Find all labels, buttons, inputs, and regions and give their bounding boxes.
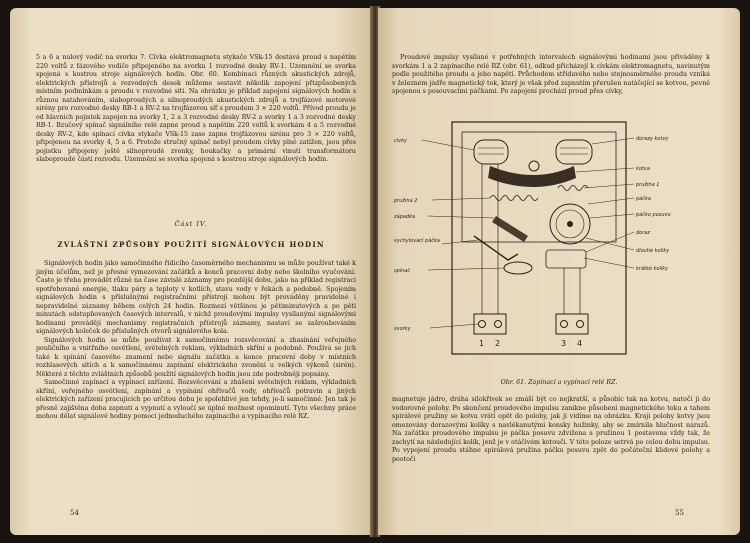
page-number: 55 xyxy=(675,509,684,517)
paragraph: magnetuje jádro, dráha silokřivek se zmáší být co nejkratší, a působíc tak na kotvu, natočí ji do vodorovné polohy. Po skončení proudového impulsu zanikne působení magnetického toku a tahem spirálové pružiny se kotva vrátí opět do polohy, jak ji vidíme na obrázku. Kraji polohy kotvy jsou omezovány dorazovými kolíky s navlékanutými konsky hužinky, aby se zmírnila hlučnost nárazů. Na začátku proudového impulsu je páčka posuvu zdvižena a pružinou 1 postavena vždy tak, že zachytí na následující kolík, jenž je v otáčivém kotouči. V této poloze setrvá po celou dobu impulsu. Po vypojení proudu stáhne spirálová pružina páčku posuvu zpět do počáteční klidové polohy a pootočí xyxy=(392,396,710,463)
coil-right xyxy=(556,140,592,164)
page-number: 54 xyxy=(70,509,79,517)
right-page xyxy=(378,8,740,535)
label-kratke-koliky: krátké kolíky xyxy=(636,266,669,272)
stop-block xyxy=(546,250,586,268)
terminal-1: 1 xyxy=(479,339,485,348)
terminal-3: 3 xyxy=(561,339,567,348)
label-pruzina-2: pružina 2 xyxy=(394,198,418,204)
pivot xyxy=(529,161,539,171)
left-page xyxy=(10,8,372,535)
label-spinac: spínač xyxy=(394,268,411,274)
left-top-paragraph xyxy=(36,54,356,165)
label-zapadka: západka xyxy=(394,214,416,220)
terminal-4: 4 xyxy=(577,339,583,348)
label-dorazy-kotvy: dorazy kotvy xyxy=(636,136,669,142)
label-svorky: svorky xyxy=(394,326,411,332)
label-civky: cívky xyxy=(394,138,407,144)
relay-diagram xyxy=(378,118,740,378)
spring-2 xyxy=(490,196,538,201)
deflection-lever xyxy=(474,236,518,260)
figure-caption: Obr. 61. Zapínací a vypínací relé RZ. xyxy=(500,379,618,386)
part-heading: Část IV. xyxy=(174,220,208,228)
label-kotva: kotva xyxy=(636,166,650,172)
paragraph: 5 a 6 a nulový vodič na svorku 7. Cívka elektromagnetu stykače VSk-15 dostává proud s napětím 220 voltů z fázového vodiče připojeného na svorku 1 rozvodné desky RV-1. Uzemnění se svorka spojená s kostrou stroje signálových hodin. Obr. 60. Kombinaci různých akustických zdrojů, elektrických přístrojů a rozvodných desek můžeme sestavit několik zapojení přizpůsobených místním podmínkám a proudu v rozvodné síti. Na obrázku je příklad zapojení signálových hodin s různou natahováním, slaboproudých a silnoproudých akustických zdrojů a trojfázové motorové sirény pro rozvodné desky RB-1 a RV-2 na trojfázovou síť s proudem 3 × 220 voltů. Přívod proudu je od hlavních pojistek zapojen na svorky 1, 2 a 3 rozvodné desky RV-2 a svorky 1 a 3 rozvodné desky RB-1. Bzučový spínač signálního relé zapne proud s napětím 220 voltů k svorkám 4 a 5 rozvodné desky RV-2, kde spínací cívka stykače VSk-15 zase zapne trojfázovou sirénu pro 3 × 220 voltů, připojenou na svorky 4, 5 a 6. Protože stručný spínač nebyl proudem cívky plně zatížen, jsou přes pojistku připojeny ještě silnoproudé zvonky, houkačky a primární vinutí transformátoru slaboproudé části rozvodu. Uzemnění se svorka spojená s kostrou stroje signálových hodin. xyxy=(36,54,356,163)
paragraph: Samočinné zapínací a vypínací zařízení. Rozsvěcování a zhášení světelných reklam, výkladních skříní, veřejného osvětlení, zapínání a vypínání ohřívačů vody, ohřívačů potravin a jiných elektrických zařízení pracujících po určitou dobu je spolehlivé jen tehdy, je-li samočinné. Jen tak je přesně zajištěna doba zapnutí a vypnutí a vyloučí se úplné možnost opominutí. Tyto všechny práce mohou dělat signálové hodiny pomocí jednoduchého zapínacího a vypínacího relé RZ. xyxy=(36,379,356,420)
label-packa: páčka xyxy=(636,196,651,202)
section-heading: ZVLÁŠTNÍ ZPŮSOBY POUŽITÍ SIGNÁLOVÝCH HODIN xyxy=(57,240,325,249)
left-body xyxy=(36,260,356,422)
label-pruzina-1: pružina 1 xyxy=(636,182,660,188)
coil-left xyxy=(474,140,508,164)
armature xyxy=(488,166,576,187)
switch xyxy=(504,262,532,274)
paragraph: Proudové impulsy vysílané v potřebných intervalech signálovými hodinami jsou přiváděny k svorkám 1 a 2 zapínacího relé RZ (obr. 61), odkud přicházejí k cívkám elektromagnetu, navinutým podle použitého proudu a jeho napětí. Průchodem střídavého nebo stejnosměrného proudu vzniká v železném jádře magnetický tok, který je však před zapnutím přerušen natáčející se kotvou, pevně spojenou s posouvacími páčkami. Po zapojení prochází proud přes cívky, xyxy=(392,54,710,95)
mechanism-housing xyxy=(462,132,616,242)
label-doraz: doraz xyxy=(636,230,650,236)
right-bottom-paragraph xyxy=(392,396,710,464)
lever xyxy=(492,216,528,242)
paragraph: Signálových hodin jako samočinného řídicího časoměrného mechanismu se může používat také k jiným účelům, než je přesné vymezování začátků a konců pracovní doby nebo školního vyučování. Často je třeba provádět různé na čase závislé záznamy pro pozdější dobu, jako na příklad registraci spotřebované energie, tlaku páry a teploty v kotlích, stavu vody v řekách a podobně. Spojením signálových hodin s příslušnými registračními přístroji mohou být prováděny pravidelné i nepravidelné záznamy během celých 24 hodin. Rozmezí většinou je pětiminutových a po pěti minutách odstupňovaných časových intervalů, v nichž proudovými impulsy vysílanými signálovými hodinami provádějí mechanismy registračních přístrojů záznamy, nastaví se zašroubováním signálových koleček do příslušných otvorů signálového kola. xyxy=(36,260,356,335)
base-plate xyxy=(452,122,626,354)
right-top-paragraph xyxy=(392,54,710,97)
terminal-2: 2 xyxy=(495,339,501,348)
label-vychylovaci-packa: vychylovací páčka xyxy=(394,238,440,244)
label-packo-posuvu: páčko posuvu xyxy=(636,212,671,218)
label-dlouhe-koliky: dlouhé kolíky xyxy=(636,248,670,254)
spring-1 xyxy=(558,186,588,191)
paragraph: Signálových hodin se může používat k samočinnému rozsvěcování a zhasínání veřejného pouličního a vnitřního osvětlení, světelných reklam, výkladních skříní a podobně. Používá se jich také k spínání časového znamení nebo signálu začátku a konce pracovní doby v místních rozhlasových sítích a k samočinnému zapínání elektrického zvonění u velkých výkonů (sirén). Některé z těchto zvláštních způsobů použití signálových hodin jsou zde podrobněji popsány. xyxy=(36,336,356,378)
